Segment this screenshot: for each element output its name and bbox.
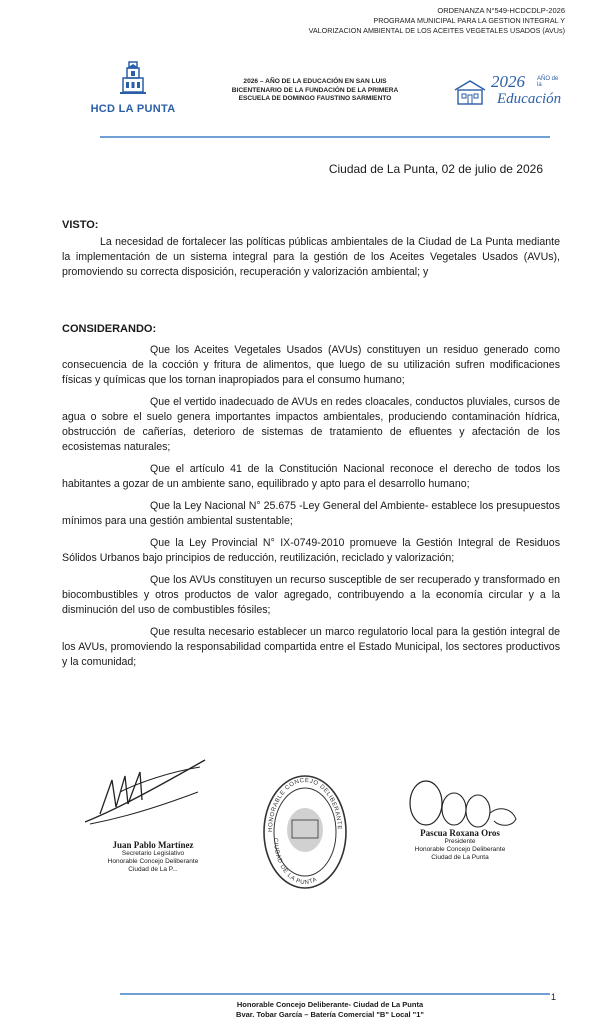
right-signer-role: Presidente (444, 838, 476, 845)
logo-word: Educación (497, 91, 562, 107)
building-tower-icon (118, 60, 148, 96)
visto-heading: VISTO: (62, 219, 99, 231)
official-seal-stamp (262, 774, 348, 890)
considerando-paragraph-5: Que la Ley Provincial N° IX-0749-2010 promueve la Gestión Integral de Residuos Sólidos Urbanos bajo principios de reducción, reutilización, reciclado y valorización; (62, 537, 560, 564)
ordinance-number: ORDENANZA N°549-HCDCDLP-2026 (437, 6, 565, 15)
footer-line2: Bvar. Tobar García – Batería Comercial "B" Local "1" (236, 1009, 424, 1019)
considerando-paragraph-1: Que los Aceites Vegetales Usados (AVUs) constituyen un residuo generado como consecuencia de la cocción y fritura de alimentos, que luego de su utilización sufren modificaciones físicas y químicas que los tornan inapropiados para el consumo humano; (62, 344, 560, 386)
left-signer-org: Honorable Concejo Deliberante (107, 858, 199, 865)
considerando-paragraph-7: Que resulta necesario establecer un marco regulatorio local para la gestión integral de los AVUs, promoviendo la responsabilidad compartida entre el Estado Municipal, los sectores productivos y la comunidad; (62, 626, 560, 668)
visto-text: La necesidad de fortalecer las políticas públicas ambientales de la Ciudad de La Punta mediante la implementación de un sistema integral para la gestión de los Aceites Vegetales Usados (AVUs), promoviendo su correcta disposición, recuperación y valorización ambiental; y (62, 236, 560, 278)
right-signer-name: Pascua Roxana Oros (420, 828, 500, 838)
school-icon (453, 78, 487, 106)
left-signature-block (98, 840, 208, 874)
considerando-paragraph-6: Que los AVUs constituyen un recurso susceptible de ser recuperado y transformado en biocombustibles y otros productos de valor agregado, contribuyendo a la economía circular y a la disminución del uso de combustibles fósiles; (62, 574, 560, 616)
program-title-line2: VALORIZACION AMBIENTAL DE LOS ACEITES VEGETALES USADOS (AVUs) (308, 26, 565, 35)
right-signer-org: Honorable Concejo Deliberante (414, 846, 506, 853)
year-motto-line3: ESCUELA DE DOMINGO FAUSTINO SARMIENTO (238, 95, 392, 103)
date-line: Ciudad de La Punta, 02 de julio de 2026 (328, 162, 543, 176)
footer-divider (120, 993, 550, 995)
hcd-logo-text: HCD LA PUNTA (90, 103, 176, 115)
left-signer-city: Ciudad de La P... (128, 866, 178, 873)
left-signer-name: Juan Pablo Martínez (112, 840, 194, 850)
left-signature-scribble (80, 752, 210, 832)
logo-small-text: AÑO de la (537, 76, 559, 88)
hcd-logo (88, 60, 178, 115)
considerando-section (62, 322, 560, 670)
header-divider (100, 136, 550, 138)
right-signer-city: Ciudad de La Punta (431, 854, 489, 861)
considerando-paragraph-2: Que el vertido inadecuado de AVUs en redes cloacales, conductos pluviales, cursos de agua o sobre el suelo genera importantes impactos ambientales, produciendo contaminación hídrica, obstrucción de cañerías, deterioro de sistemas de tratamiento de efluentes y afectación de los ecosistemas naturales; (62, 396, 560, 453)
page-number: 1 (551, 992, 557, 1002)
logo-year: 2026 (491, 72, 525, 91)
right-signature-block (405, 828, 515, 862)
seal-text-bottom: CIUDAD DE LA PUNTA (271, 837, 319, 887)
left-signer-role: Secretario Legislativo (121, 850, 185, 857)
footer-address (120, 1000, 540, 1019)
year-motto-line2: BICENTENARIO DE LA FUNDACIÓN DE LA PRIMERA (231, 86, 399, 94)
visto-section (62, 218, 560, 280)
program-title-line1: PROGRAMA MUNICIPAL PARA LA GESTION INTEGRAL Y (373, 16, 565, 25)
considerando-paragraph-4: Que la Ley Nacional N° 25.675 -Ley General del Ambiente- establece los presupuestos mínimos para una gestión ambiental sustentable; (62, 500, 560, 527)
right-signature-scribble (404, 775, 524, 833)
year-motto (200, 78, 430, 104)
education-year-logo (453, 72, 573, 112)
header-right (309, 6, 565, 36)
considerando-paragraph-3: Que el artículo 41 de la Constitución Nacional reconoce el derecho de todos los habitantes a gozar de un ambiente sano, equilibrado y apto para el desarrollo humano; (62, 463, 560, 490)
year-motto-line1: 2026 – AÑO DE LA EDUCACIÓN EN SAN LUIS (243, 78, 387, 85)
seal-text-top: HONORABLE CONCEJO DELIBERANTE (267, 777, 343, 833)
footer-line1: Honorable Concejo Deliberante- Ciudad de La Punta (236, 1000, 424, 1009)
considerando-heading: CONSIDERANDO: (62, 323, 157, 335)
